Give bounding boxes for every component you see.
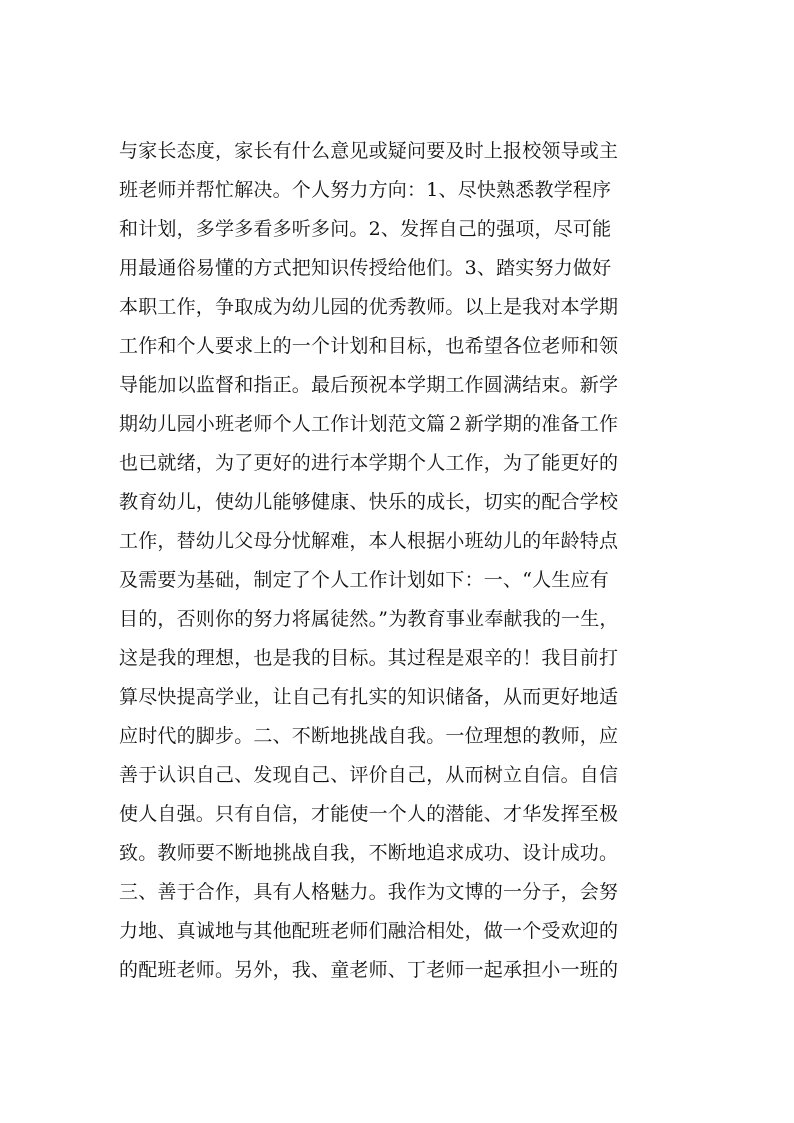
text-line: 班老师并帮忙解决。个人努力方向：1、尽快熟悉教学程序 (119, 179, 612, 201)
text-line: 及需要为基础，制定了个人工作计划如下：一、“人生应有 (119, 569, 609, 591)
text-line: 的配班老师。另外，我、童老师、丁老师一起承担小一班的 (119, 959, 619, 981)
text-line: 致。教师要不断地挑战自我，不断地追求成功、设计成功。 (119, 842, 619, 864)
text-line: 本职工作，争取成为幼儿园的优秀教师。以上是我对本学期 (119, 296, 619, 318)
text-line: 应时代的脚步。二、不断地挑战自我。一位理想的教师，应 (119, 725, 619, 747)
body-text (119, 132, 689, 990)
text-line: 和计划，多学多看多听多问。2、发挥自己的强项，尽可能 (119, 218, 612, 240)
text-line: 工作，替幼儿父母分忧解难，本人根据小班幼儿的年龄特点 (119, 530, 619, 552)
text-line: 使人自强。只有自信，才能使一个人的潜能、才华发挥至极 (119, 803, 619, 825)
text-line: 与家长态度，家长有什么意见或疑问要及时上报校领导或主 (119, 140, 619, 162)
text-line: 也已就绪，为了更好的进行本学期个人工作，为了能更好的 (119, 452, 619, 474)
text-line: 三、善于合作，具有人格魅力。我作为文博的一分子，会努 (119, 881, 619, 903)
text-line: 目的，否则你的努力将属徒然。”为教育事业奉献我的一生， (119, 608, 619, 630)
text-line: 这是我的理想，也是我的目标。其过程是艰辛的！我目前打 (119, 647, 619, 669)
text-line: 导能加以监督和指正。最后预祝本学期工作圆满结束。新学 (119, 374, 619, 396)
text-line: 善于认识自己、发现自己、评价自己，从而树立自信。自信 (119, 764, 619, 786)
text-line: 用最通俗易懂的方式把知识传授给他们。3、踏实努力做好 (119, 257, 612, 279)
text-line: 期幼儿园小班老师个人工作计划范文篇２新学期的准备工作 (119, 413, 619, 435)
text-line: 教育幼儿，使幼儿能够健康、快乐的成长，切实的配合学校 (119, 491, 619, 513)
text-line: 工作和个人要求上的一个计划和目标，也希望各位老师和领 (119, 335, 619, 357)
text-line: 力地、真诚地与其他配班老师们融洽相处，做一个受欢迎的 (119, 920, 619, 942)
text-line: 算尽快提高学业，让自己有扎实的知识储备，从而更好地适 (119, 686, 619, 708)
